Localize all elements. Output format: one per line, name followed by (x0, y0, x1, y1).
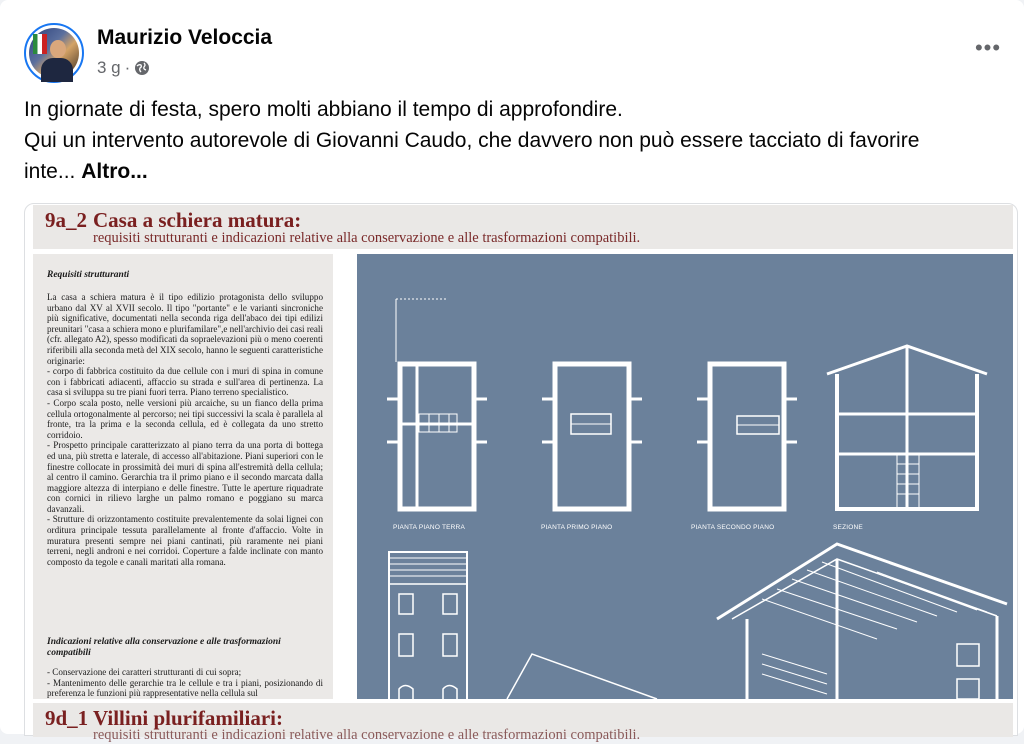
section-title: Villini plurifamiliari: (93, 706, 283, 730)
post-text-line-1: In giornate di festa, spero molti abbiano il tempo di approfondire. (24, 98, 623, 121)
post-text-truncated: inte... (24, 160, 76, 183)
section-header-9d1 (33, 703, 1013, 743)
section-header-9a2 (33, 205, 1013, 249)
post-text (24, 94, 1024, 187)
see-more-link[interactable]: Altro... (81, 160, 148, 183)
post-meta (97, 58, 150, 78)
requirements-text-panel (33, 254, 333, 699)
conservation-heading: Indicazioni relative alla conservazione e alle trasformazioni compatibili (47, 637, 281, 658)
post-image[interactable] (24, 203, 1018, 743)
meta-separator: · (124, 58, 131, 77)
section-subtitle: requisiti strutturanti e indicazioni relative alla conservazione e alle trasformazioni compatibili. (93, 230, 641, 246)
section-title: Casa a schiera matura: (93, 208, 302, 232)
requirements-body: La casa a schiera matura è il tipo edilizio protagonista dello sviluppo urbano dal XV al XVII secolo. Il tipo "portante" e le varianti sincroniche più significative, documentati nella seconda riga dell'abaco dei tipi edilizi preunitari "casa a schiera mono e plurifamilare",e nell'archivio dei casi reali (cfr. allegato A2), spesso modificati da sopraelevazioni più o meno coerenti riferibili alla seconda metà del XIX secolo, hanno le seguenti caratteristiche originarie: - corpo di fabbrica costituito da due cellule con i muri di spina in comune con i fabbricati adiacenti, affaccio su strada e sull'area di pertinenza. La casa si sviluppa su tre piani fuori terra. Piano terreno specialistico. - Corpo scala posto, nelle versioni più arcaiche, su un fianco della prima cellula ortogonalmente al percorso; nei tipi successivi la scala è parallela al fronte, tra la prima e la seconda cellula, ed è collegata da uno stretto corridoio. - Prospetto principale caratterizzato al piano terra da una porta di bottega ed una, più stretta e laterale, di accesso all'abitazione. Piani superiori con le finestre collocate in prossimità dei muri di spina all'estremità della cellula; al centro il camino. Gerarchia tra il primo piano e il secondo marcata dalla maggiore altezza di interpiano e delle finestre. Tutte le aperture riquadrate con cornici in rilievo larghe un palmo romano e poggiano su marca davanzali. - Strutture di orizzontamento costituite prevalentemente da solai lignei con orditura principale tessuta parallelamente al fronte d'affaccio. Volte in muratura presenti sempre nei piani cantinati, più raramente nei piani terreni, negli androni e nei corridoi. Coperture a falde inclinate con manto composto da tegole e canali maritati alla romana. (47, 292, 323, 567)
plan-label-section: SEZIONE (833, 524, 863, 531)
globe-icon[interactable] (134, 60, 150, 76)
conservation-body: - Conservazione dei caratteri strutturanti di cui sopra; - Mantenimento delle gerarchie tra le cellule e tra i piani, posizionando di preferenza le funzioni più rappresentative nella cellula sul (47, 667, 323, 699)
post-time[interactable]: 3 g (97, 58, 121, 77)
avatar-suit (41, 58, 73, 82)
post-text-line-3 (24, 156, 1024, 187)
author-avatar[interactable] (24, 23, 84, 83)
avatar-face (50, 40, 66, 58)
section-subtitle: requisiti strutturanti e indicazioni relative alla conservazione e alle trasformazioni compatibili. (93, 727, 641, 743)
plan-label-ground-floor: PIANTA PIANO TERRA (393, 524, 465, 531)
architectural-drawing (357, 254, 1013, 699)
author-name[interactable]: Maurizio Veloccia (97, 26, 273, 49)
avatar-flag (33, 34, 47, 54)
section-code: 9a_2 (45, 208, 87, 232)
avatar-photo (29, 28, 79, 78)
more-options-icon[interactable]: ••• (974, 35, 1002, 60)
section-code: 9d_1 (45, 706, 89, 730)
plan-label-first-floor: PIANTA PRIMO PIANO (541, 524, 613, 531)
requirements-heading: Requisiti strutturanti (47, 270, 130, 280)
post-text-line-2: Qui un intervento autorevole di Giovanni Caudo, che davvero non può essere tacciato di favorire (24, 129, 920, 152)
plans-svg (357, 254, 1013, 699)
plan-label-second-floor: PIANTA SECONDO PIANO (691, 524, 775, 531)
